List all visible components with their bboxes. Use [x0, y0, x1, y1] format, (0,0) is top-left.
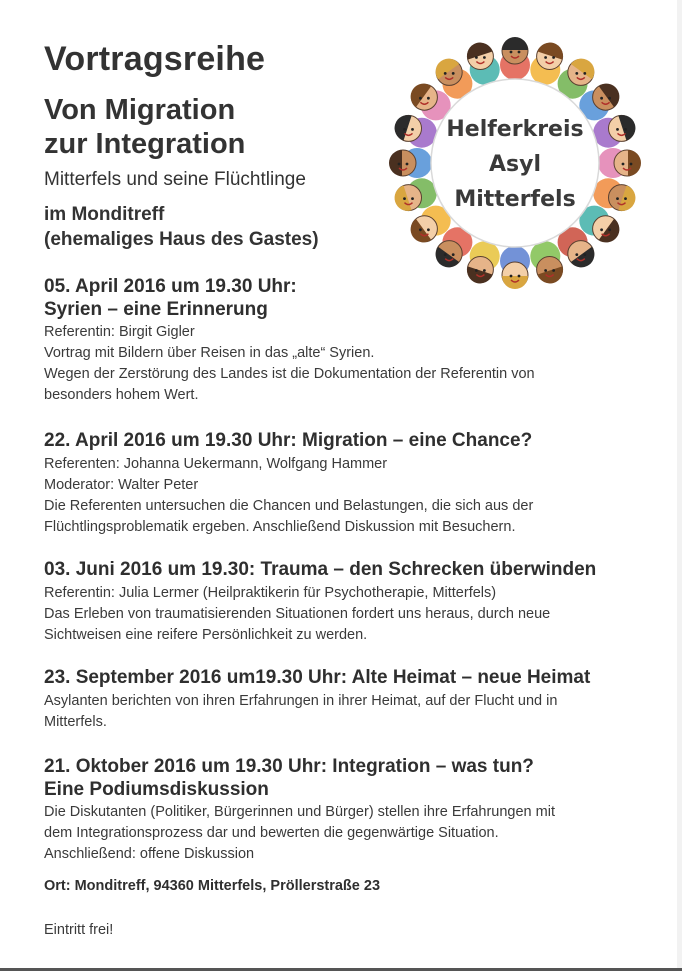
event-detail-line: Referentin: Birgit Gigler	[44, 324, 195, 340]
logo-text-line: Helferkreis	[446, 117, 584, 142]
admission-note: Eintritt frei!	[44, 922, 114, 938]
event-detail-line: Die Referenten untersuchen die Chancen und Belastungen, die sich aus der	[44, 498, 534, 514]
face-icon	[500, 37, 530, 80]
face-icon	[598, 148, 641, 178]
subtitle-line: zur Integration	[44, 128, 246, 160]
event-entry	[44, 558, 654, 646]
page-title: Vortragsreihe	[44, 40, 266, 78]
event-location: Ort: Monditreff, 94360 Mitterfels, Pröllerstraße 23	[44, 878, 381, 894]
event-title-line: 22. April 2016 um 19.30 Uhr: Migration – eine Chance?	[44, 430, 533, 451]
event-detail-line: Das Erleben von traumatisierenden Situationen fordert uns heraus, durch neue	[44, 606, 551, 622]
event-title	[44, 429, 654, 452]
event-detail-line: Sichtweisen eine reifere Persönlichkeit zu werden.	[44, 627, 368, 643]
subtitle-line: Von Migration	[44, 94, 236, 126]
event-title-line: 05. April 2016 um 19.30 Uhr:	[44, 276, 297, 297]
event-detail-line: besonders hohem Wert.	[44, 387, 199, 403]
event-title	[44, 275, 654, 321]
event-entry	[44, 755, 654, 865]
event-detail-line: Flüchtlingsproblematik ergeben. Anschließend Diskussion mit Besuchern.	[44, 519, 516, 535]
event-entry	[44, 275, 654, 406]
helferkreis-logo	[372, 26, 658, 300]
event-detail-line: Wegen der Zerstörung des Landes ist die Dokumentation der Referentin von	[44, 366, 535, 382]
event-title-line: Syrien – eine Erinnerung	[44, 299, 268, 320]
event-detail-line: Anschließend: offene Diskussion	[44, 846, 255, 862]
event-entry	[44, 429, 654, 538]
logo-text-line: Asyl	[488, 152, 542, 177]
event-title-line: 23. September 2016 um19.30 Uhr: Alte Heimat – neue Heimat	[44, 667, 591, 688]
event-title	[44, 666, 654, 689]
venue-line: im Monditreff	[44, 204, 165, 225]
venue-info	[44, 202, 319, 252]
event-detail-line: Referentin: Julia Lermer (Heilpraktikerin für Psychotherapie, Mitterfels)	[44, 585, 497, 601]
venue-line: (ehemaliges Haus des Gastes)	[44, 229, 319, 250]
event-title	[44, 558, 654, 581]
event-detail-line: Vortrag mit Bildern über Reisen in das „alte“ Syrien.	[44, 345, 375, 361]
event-detail-line: dem Integrationsprozess dar und bewerten die gegenwärtige Situation.	[44, 825, 499, 841]
event-detail-line: Moderator: Walter Peter	[44, 477, 199, 493]
event-entry	[44, 666, 654, 733]
event-detail-line: Referenten: Johanna Uekermann, Wolfgang Hammer	[44, 456, 388, 472]
event-title-line: 03. Juni 2016 um 19.30: Trauma – den Schrecken überwinden	[44, 559, 597, 580]
series-subtitle	[44, 93, 245, 161]
logo-text-line: Mitterfels	[454, 187, 576, 212]
series-tagline: Mitterfels und seine Flüchtlinge	[44, 169, 306, 190]
scan-edge	[677, 0, 682, 971]
event-title	[44, 755, 654, 801]
event-detail-line: Asylanten berichten von ihren Erfahrungen in ihrer Heimat, auf der Flucht und in	[44, 693, 558, 709]
event-title-line: Eine Podiumsdiskussion	[44, 779, 269, 800]
event-title-line: 21. Oktober 2016 um 19.30 Uhr: Integration – was tun?	[44, 756, 534, 777]
event-detail-line: Die Diskutanten (Politiker, Bürgerinnen und Bürger) stellen ihre Erfahrungen mit	[44, 804, 555, 820]
face-icon	[389, 148, 432, 178]
event-detail-line: Mitterfels.	[44, 714, 107, 730]
